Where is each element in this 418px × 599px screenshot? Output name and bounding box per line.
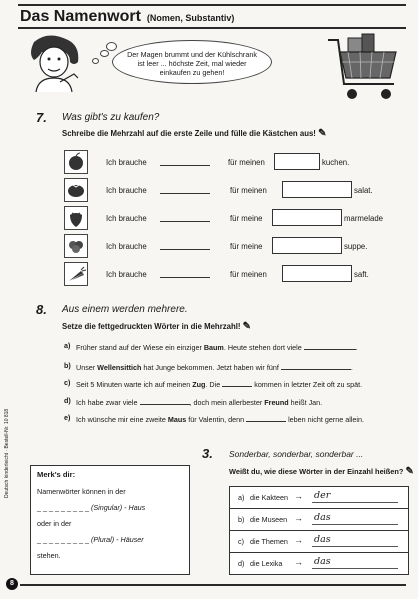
section-8-instruction: Setze die fettgedruckten Wörter in die Mehrzahl! ✎ [62,321,252,332]
plural-blank[interactable] [160,249,210,250]
row-pre: Ich brauche [106,270,147,279]
table-row: b) die Museen → das [230,509,408,531]
arrow-icon: → [294,557,303,567]
carrot-icon [64,262,88,286]
row-mid: für meinen [228,158,265,167]
row-mid: für meine [230,214,263,223]
plural-blank[interactable] [222,378,252,387]
speech-bubble: Der Magen brummt und der Kühlschrank ist leer ... höchste Zeit, mal wieder einkaufen zu gehen! [112,40,272,84]
row-post: kuchen. [322,158,350,167]
shopping-cart-illustration [318,32,402,104]
answer-box[interactable] [274,153,320,170]
table-row: c) die Themen → das [230,531,408,553]
answer-box[interactable] [272,237,342,254]
pencil-icon: ✎ [405,466,414,477]
singular-table [229,486,409,575]
section-3-number: 3. [202,446,213,461]
plural-blank[interactable] [160,277,210,278]
row-post: saft. [354,270,369,279]
section-3-instruction: Weißt du, wie diese Wörter in der Einzahl heißen? ✎ [229,466,414,477]
row-post: marmelade [344,214,383,223]
shopping-row [20,262,400,290]
arrow-icon: → [294,491,303,501]
arrow-icon: → [294,535,303,545]
pencil-icon: ✎ [318,128,327,139]
arrow-icon: → [294,513,303,523]
row-pre: Ich brauche [106,214,147,223]
page-number: 8 [6,578,18,590]
page-title: Das Namenwort (Nomen, Substantiv) [20,8,235,25]
merk-heading: Merk's dir: [37,470,76,479]
answer-field[interactable]: das [314,534,331,545]
cauliflower-icon [64,234,88,258]
section-3-title: Sonderbar, sonderbar, sonderbar ... [229,449,364,459]
shopping-row [20,178,400,206]
girl-illustration [20,32,100,94]
page-subtitle: (Nomen, Substantiv) [146,13,235,23]
sentence-c: c) Seit 5 Minuten warte ich auf meinen Zug. Die kommen in letzter Zeit oft zu spät. [64,378,363,389]
answer-field[interactable]: der [314,490,331,501]
row-mid: für meine [230,242,263,251]
plural-blank[interactable] [304,341,356,350]
section-8-title: Aus einem werden mehrere. [62,304,188,315]
row-post: salat. [354,186,373,195]
answer-box[interactable] [282,265,352,282]
plural-blank[interactable] [140,396,190,405]
plural-blank[interactable] [281,361,351,370]
apple-icon [64,150,88,174]
plural-blank[interactable] [160,193,210,194]
shopping-row [20,206,400,234]
answer-box[interactable] [282,181,352,198]
shopping-row [20,234,400,262]
section-8-number: 8. [36,302,47,317]
shopping-row [20,150,400,178]
plural-blank[interactable] [246,413,286,422]
sentence-a: a) Früher stand auf der Wiese ein einziger Baum. Heute stehen dort viele . [64,341,358,352]
section-7-number: 7. [36,110,47,125]
section-7-instruction: Schreibe die Mehrzahl auf die erste Zeile und fülle die Kästchen aus! ✎ [62,128,327,139]
plural-blank[interactable] [160,221,210,222]
plural-blank[interactable] [160,165,210,166]
answer-field[interactable]: das [314,556,331,567]
table-row: a) die Kakteen → der [230,487,408,509]
section-7-title: Was gibt's zu kaufen? [62,112,160,123]
merk-box: Merk's dir: Namenwörter können in der _ _ _ _ _ _ _ _ _ (Singular) - Haus oder in der _ _ _ _ _ _ _ _ _ (Plural) - Häuser stehen. [30,465,190,575]
sentence-b: b) Unser Wellensittich hat Junge bekommen. Jetzt haben wir fünf . [64,361,353,372]
row-pre: Ich brauche [106,186,147,195]
strawberry-icon [64,206,88,230]
row-mid: für meinen [230,270,267,279]
row-post: suppe. [344,242,368,251]
pencil-icon: ✎ [242,321,252,332]
table-row: d) die Lexika → das [230,553,408,574]
row-pre: Ich brauche [106,242,147,251]
answer-field[interactable]: das [314,512,331,523]
tomato-icon [64,178,88,202]
sentence-d: d) Ich habe zwar viele , doch mein allerbester Freund heißt Jan. [64,396,323,407]
plural-blank[interactable]: _ _ _ _ _ _ _ _ _ [37,535,89,544]
side-imprint: Deutsch kinderleicht · Bestell-Nr. 10 818 [4,408,10,498]
singular-blank[interactable]: _ _ _ _ _ _ _ _ _ [37,503,89,512]
answer-box[interactable] [272,209,342,226]
sentence-e: e) Ich wünsche mir eine zweite Maus für Valentin, denn leben nicht gerne allein. [64,413,364,424]
row-mid: für meinen [230,186,267,195]
row-pre: Ich brauche [106,158,147,167]
